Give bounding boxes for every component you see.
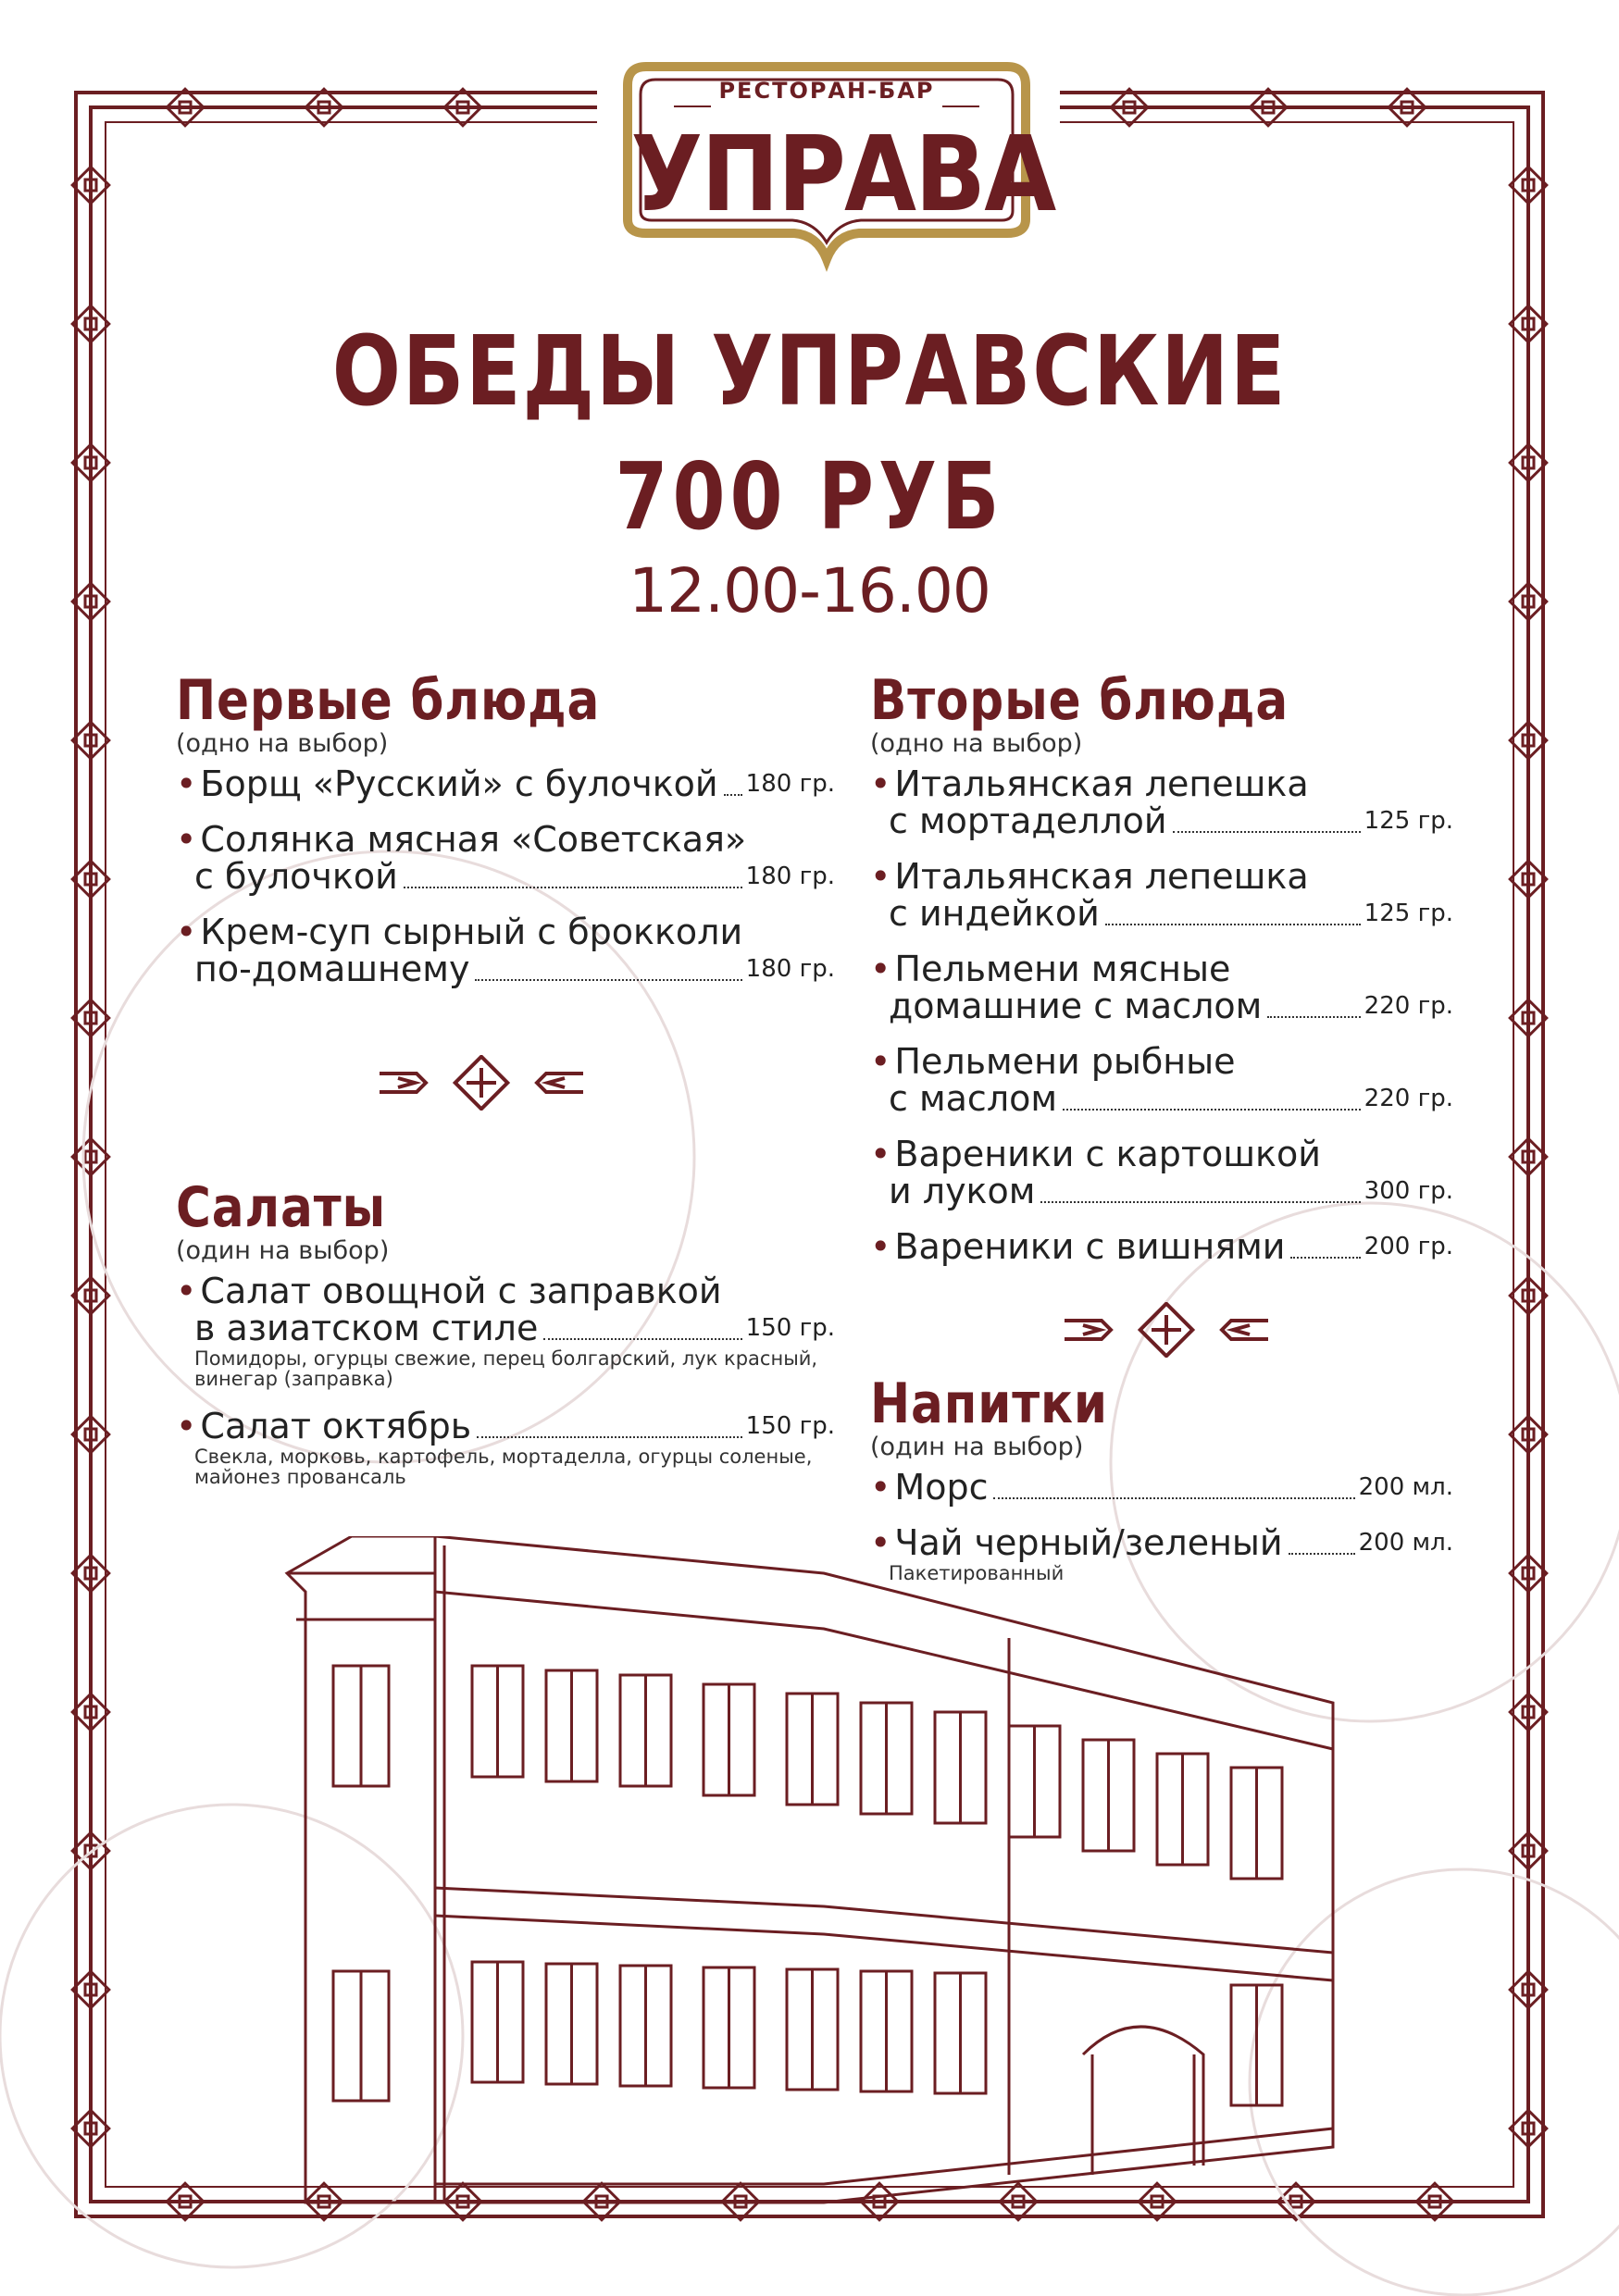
logo-name: УПРАВА (630, 115, 1055, 235)
section-salads (176, 1175, 835, 1506)
bullet-icon: • (176, 1271, 197, 1311)
menu-item (870, 1469, 1453, 1506)
item-description: Помидоры, огурцы свежие, перец болгарский, лук красный, винегар (заправка) (194, 1347, 818, 1390)
menu-item (176, 913, 835, 987)
item-name-continued: в азиатском стиле (194, 1308, 539, 1348)
item-weight: 125 гр. (1364, 807, 1453, 835)
bullet-icon: • (176, 1406, 197, 1446)
menu-item (176, 821, 835, 895)
section-title: Салаты (176, 1175, 387, 1240)
leader-dots (1173, 831, 1361, 833)
bullet-icon: • (870, 949, 891, 989)
section-title: Вторые блюда (870, 668, 1289, 733)
leader-dots (1040, 1201, 1360, 1203)
leader-dots (1105, 924, 1361, 925)
item-weight: 150 гр. (745, 1412, 835, 1440)
item-weight: 220 гр. (1364, 1085, 1453, 1112)
menu-title: ОБЕДЫ УПРАВСКИЕ (331, 315, 1288, 428)
leader-dots (543, 1338, 741, 1340)
leader-dots (477, 1436, 741, 1438)
item-name: Борщ «Русский» с булочкой (200, 763, 718, 804)
restaurant-logo (609, 57, 1055, 279)
menu-item (176, 1272, 835, 1389)
item-name-continued: домашние с маслом (889, 986, 1263, 1026)
bullet-icon: • (870, 1041, 891, 1082)
item-weight: 180 гр. (745, 770, 835, 798)
logo-tagline: РЕСТОРАН-БАР (718, 78, 935, 104)
bullet-icon: • (870, 1226, 891, 1267)
item-weight: 200 мл. (1358, 1529, 1453, 1557)
bullet-icon: • (870, 1467, 891, 1508)
section-subtitle: (одно на выбор) (176, 729, 389, 758)
item-name: Итальянская лепешка (894, 856, 1309, 897)
item-name-continued: и луком (889, 1171, 1036, 1211)
section-subtitle: (одно на выбор) (870, 729, 1083, 758)
item-name: Вареники с картошкой (894, 1134, 1321, 1174)
menu-item (870, 950, 1453, 1024)
section-title: Напитки (870, 1371, 1108, 1436)
menu-price: 700 РУБ (615, 442, 1004, 551)
leader-dots (993, 1497, 1354, 1499)
item-weight: 125 гр. (1364, 900, 1453, 927)
leader-dots (1290, 1257, 1360, 1259)
menu-item (870, 858, 1453, 932)
menu-item (176, 765, 835, 802)
section-title: Первые блюда (176, 668, 601, 733)
item-name: Крем-суп сырный с брокколи (200, 912, 743, 952)
item-name: Вареники с вишнями (894, 1226, 1286, 1267)
item-name: Морс (894, 1467, 989, 1508)
item-name-continued: по-домашнему (194, 949, 470, 989)
item-name: Салат овощной с заправкой (200, 1271, 722, 1311)
menu-item (870, 1228, 1453, 1265)
section-second-courses (870, 668, 1453, 1284)
item-name-continued: с мортаделлой (889, 800, 1167, 841)
item-name: Салат октябрь (200, 1406, 472, 1446)
item-name: Пельмени рыбные (894, 1041, 1236, 1082)
leader-dots (1063, 1109, 1361, 1111)
bullet-icon: • (870, 1522, 891, 1563)
item-name: Итальянская лепешка (894, 763, 1309, 804)
ornament-divider (1055, 1302, 1277, 1358)
item-description: Свекла, морковь, картофель, мортаделла, огурцы соленые, майонез провансаль (194, 1446, 813, 1488)
item-name: Чай черный/зеленый (894, 1522, 1283, 1563)
bullet-icon: • (176, 912, 197, 952)
bullet-icon: • (176, 763, 197, 804)
section-subtitle: (один на выбор) (870, 1433, 1084, 1461)
bullet-icon: • (870, 1134, 891, 1174)
item-name: Солянка мясная «Советская» (200, 819, 747, 860)
bullet-icon: • (176, 819, 197, 860)
leader-dots (404, 887, 742, 888)
menu-item (870, 1043, 1453, 1117)
item-description: Пакетированный (889, 1562, 1065, 1584)
building-illustration (268, 1536, 1370, 2221)
item-name-continued: с маслом (889, 1078, 1058, 1119)
item-name-continued: с индейкой (889, 893, 1100, 934)
item-weight: 180 гр. (745, 863, 835, 890)
leader-dots (1267, 1016, 1360, 1018)
leader-dots (724, 794, 742, 796)
item-weight: 200 мл. (1358, 1473, 1453, 1501)
menu-hours: 12.00-16.00 (629, 555, 990, 627)
item-weight: 220 гр. (1364, 992, 1453, 1020)
ornament-divider (370, 1055, 592, 1111)
menu-item (870, 765, 1453, 839)
item-name-continued: с булочкой (194, 856, 398, 897)
item-name: Пельмени мясные (894, 949, 1231, 989)
section-first-courses (176, 668, 835, 1006)
menu-item (870, 1136, 1453, 1210)
bullet-icon: • (870, 856, 891, 897)
leader-dots (475, 979, 741, 981)
menu-item (176, 1408, 835, 1487)
section-subtitle: (один на выбор) (176, 1236, 390, 1265)
item-weight: 200 гр. (1364, 1233, 1453, 1260)
bullet-icon: • (870, 763, 891, 804)
item-weight: 150 гр. (745, 1314, 835, 1342)
item-weight: 300 гр. (1364, 1177, 1453, 1205)
item-weight: 180 гр. (745, 955, 835, 983)
